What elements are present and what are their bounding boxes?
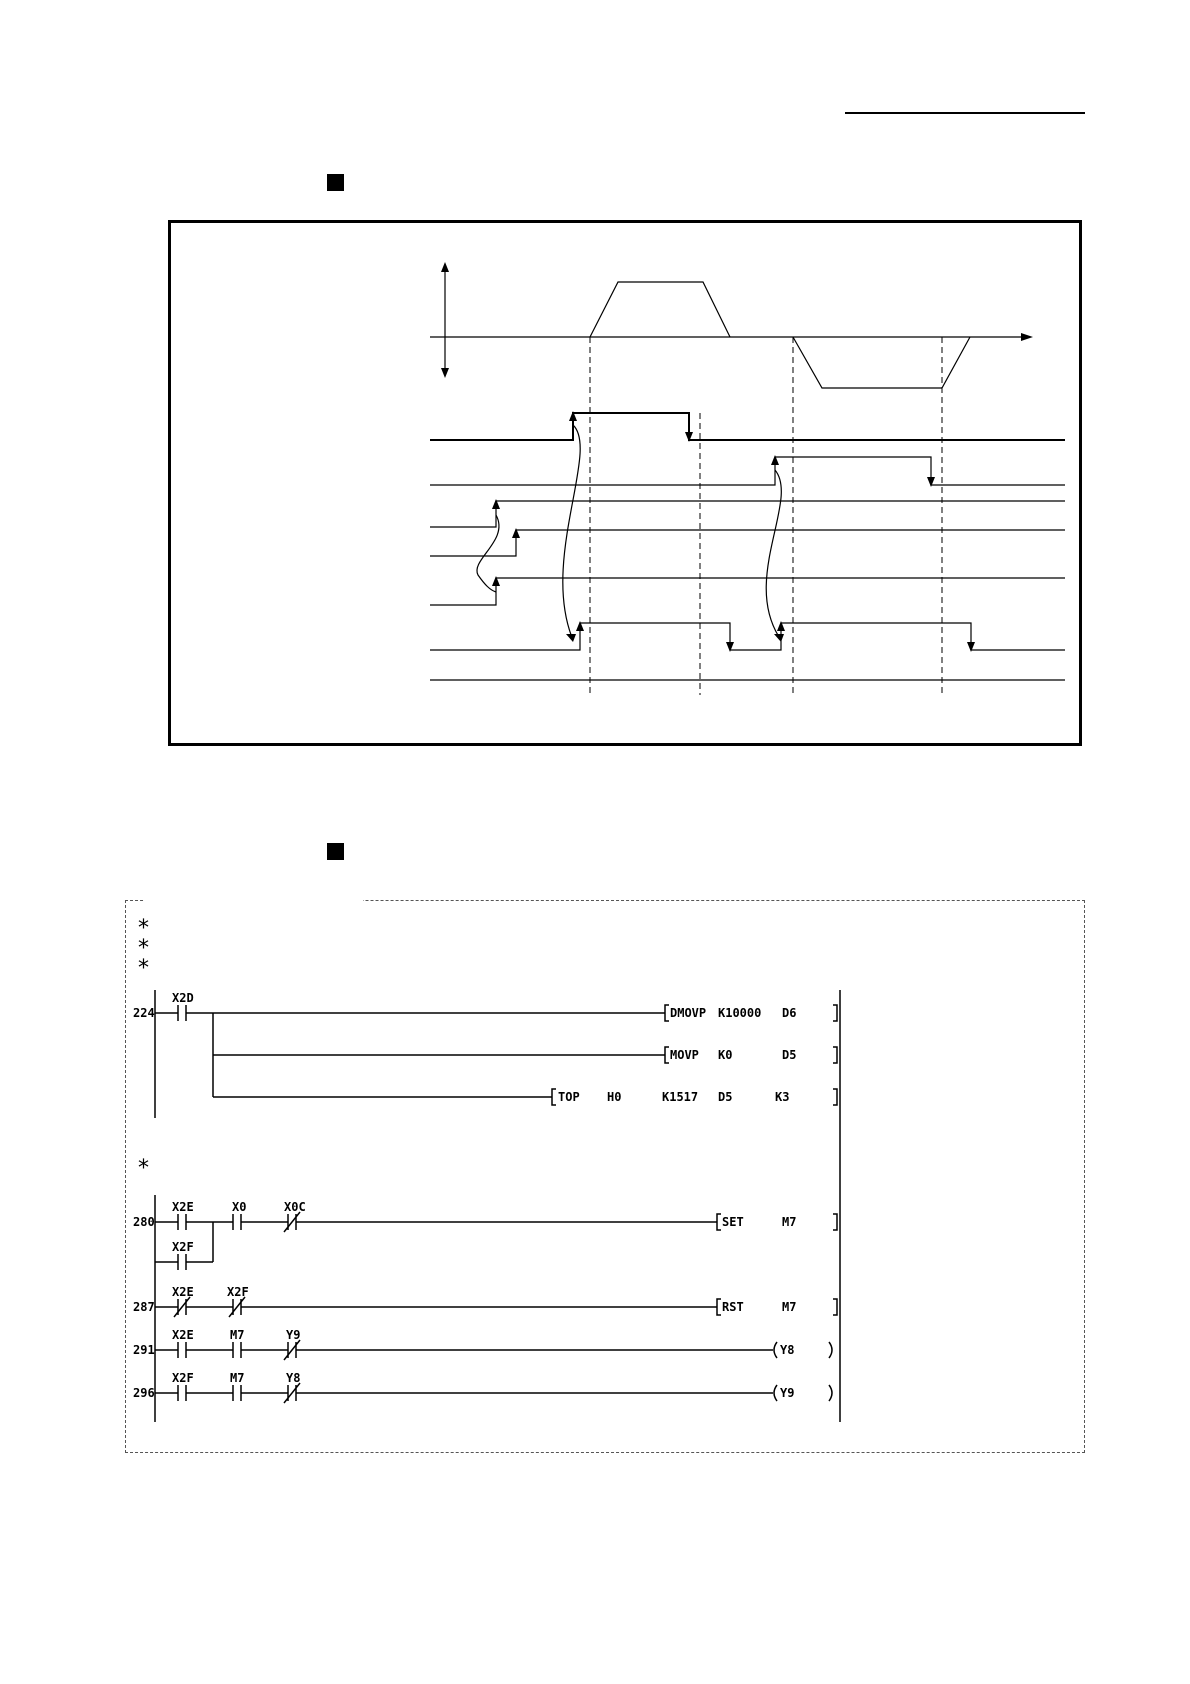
contact-label: X2D — [172, 991, 194, 1005]
contact-label: Y9 — [286, 1328, 301, 1342]
step-number: 287 — [133, 1300, 155, 1314]
instruction-arg: M7 — [782, 1300, 797, 1314]
step-number: 296 — [133, 1386, 155, 1400]
contact-label: X2F — [172, 1240, 194, 1254]
instruction-arg: K3 — [775, 1090, 790, 1104]
step-number: 291 — [133, 1343, 155, 1357]
instruction-arg: D6 — [782, 1006, 797, 1020]
instruction-op: DMOVP — [670, 1006, 707, 1020]
coil-label: Y8 — [780, 1343, 795, 1357]
instruction-op: MOVP — [670, 1048, 699, 1062]
contact-label: X0C — [284, 1200, 306, 1214]
instruction-arg: D5 — [782, 1048, 797, 1062]
instruction-arg: H0 — [607, 1090, 622, 1104]
comment-marker-4: * — [138, 1156, 149, 1181]
instruction-arg: K10000 — [718, 1006, 762, 1020]
contact-label: X2F — [172, 1371, 194, 1385]
instruction-arg: K0 — [718, 1048, 733, 1062]
instruction-arg: D5 — [718, 1090, 733, 1104]
coil-label: Y9 — [780, 1386, 795, 1400]
instruction-arg: M7 — [782, 1215, 797, 1229]
contact-label: X2E — [172, 1285, 194, 1299]
contact-label: X2E — [172, 1328, 194, 1342]
instruction-op: SET — [722, 1215, 744, 1229]
instruction-arg: K1517 — [662, 1090, 699, 1104]
contact-label: M7 — [230, 1371, 245, 1385]
contact-label: X2F — [227, 1285, 249, 1299]
instruction-op: TOP — [558, 1090, 580, 1104]
comment-marker-2: * — [138, 936, 149, 961]
comment-marker-3: * — [138, 956, 149, 981]
comment-marker-1: * — [138, 916, 149, 941]
contact-label: X2E — [172, 1200, 194, 1214]
step-number: 224 — [133, 1006, 155, 1020]
contact-label: M7 — [230, 1328, 245, 1342]
instruction-op: RST — [722, 1300, 744, 1314]
contact-label: X0 — [232, 1200, 247, 1214]
step-number: 280 — [133, 1215, 155, 1229]
contact-label: Y8 — [286, 1371, 301, 1385]
